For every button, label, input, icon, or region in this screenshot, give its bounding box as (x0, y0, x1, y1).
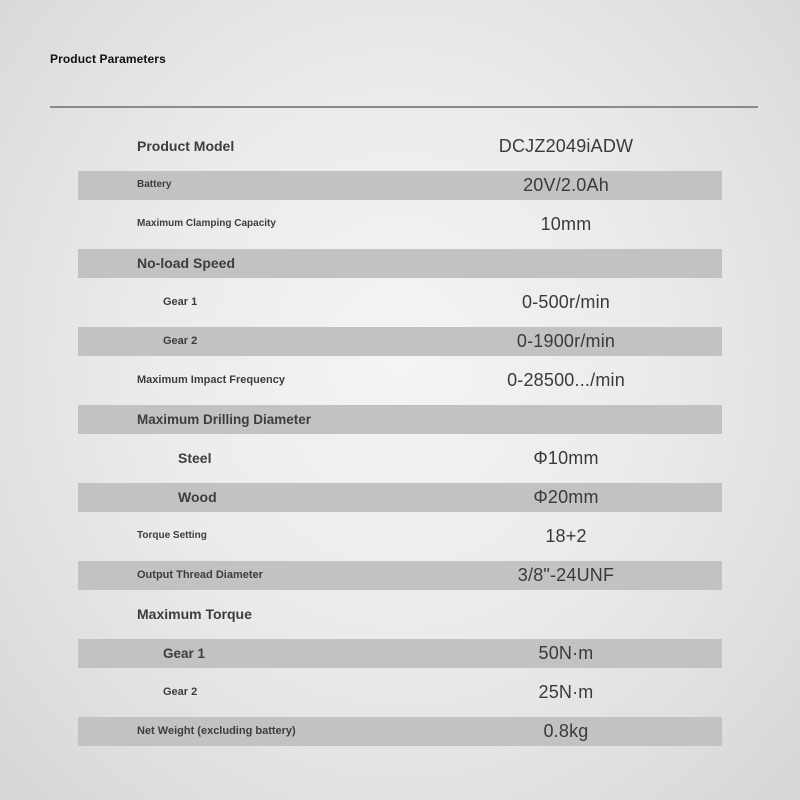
row-label: Maximum Drilling Diameter (137, 411, 312, 427)
row-value: 0-28500.../min (507, 370, 625, 390)
row-label: Gear 1 (163, 645, 206, 661)
table-row-torque-gear-2 (78, 678, 722, 707)
parameters-table (78, 132, 722, 756)
row-label: Gear 2 (163, 334, 198, 347)
table-row-maximum-torque (78, 600, 722, 629)
table-row-torque-setting (78, 522, 722, 551)
row-value: Φ10mm (533, 448, 599, 468)
row-value: 25N·m (538, 682, 594, 702)
row-value: 20V/2.0Ah (523, 175, 609, 195)
row-label: Product Model (137, 137, 235, 154)
table-row-no-load-speed (78, 249, 722, 278)
row-value (378, 600, 754, 629)
table-row-drilling-diameter (78, 405, 722, 434)
row-value: 10mm (540, 214, 592, 234)
row-value (378, 405, 754, 434)
row-label: Wood (178, 488, 217, 505)
table-row-speed-gear-1 (78, 288, 722, 317)
row-value: 0.8kg (543, 721, 589, 741)
row-value: 3/8"-24UNF (517, 565, 615, 585)
table-row-torque-gear-1 (78, 639, 722, 668)
table-row-speed-gear-2 (78, 327, 722, 356)
row-value: 18+2 (545, 526, 587, 546)
row-label: Maximum Clamping Capacity (137, 218, 276, 230)
row-label: Net Weight (excluding battery) (137, 724, 296, 737)
heading-divider (50, 106, 758, 108)
row-label: Gear 1 (163, 295, 198, 308)
table-row-net-weight (78, 717, 722, 746)
table-row-steel (78, 444, 722, 473)
table-row-output-thread (78, 561, 722, 590)
row-label: Gear 2 (163, 685, 198, 698)
row-value: 0-1900r/min (516, 331, 616, 351)
row-value: 50N·m (538, 643, 594, 663)
row-value: DCJZ2049iADW (498, 136, 634, 156)
row-value: 0-500r/min (521, 292, 611, 312)
row-label: Battery (137, 179, 172, 191)
row-value (378, 249, 754, 278)
table-row-wood (78, 483, 722, 512)
row-label: Steel (178, 449, 212, 466)
row-label: Maximum Impact Frequency (137, 373, 285, 386)
table-row-impact-frequency (78, 366, 722, 395)
row-label: No-load Speed (137, 254, 236, 271)
row-label: Torque Setting (137, 530, 207, 542)
row-label: Maximum Torque (137, 605, 252, 622)
page-heading: Product Parameters (50, 52, 166, 66)
table-row-product-model (78, 132, 722, 161)
table-row-clamping-capacity (78, 210, 722, 239)
table-row-battery (78, 171, 722, 200)
row-label: Output Thread Diameter (137, 568, 263, 581)
row-value: Φ20mm (533, 487, 599, 507)
